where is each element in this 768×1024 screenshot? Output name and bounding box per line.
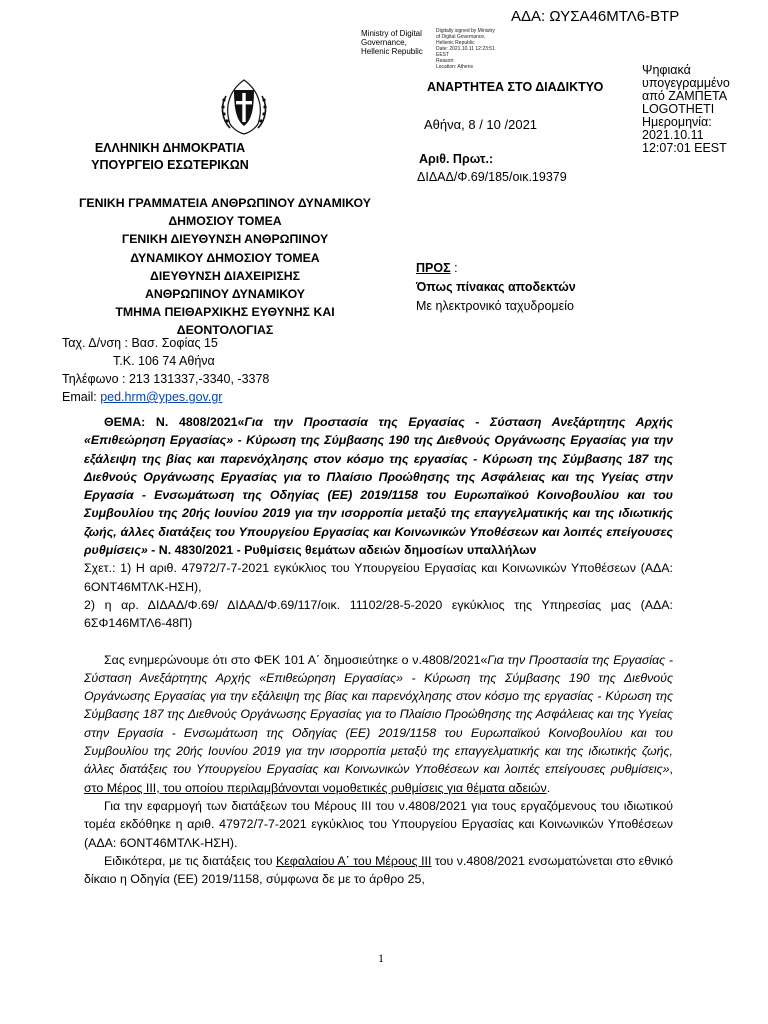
department-block xyxy=(60,194,390,340)
subject-paragraph xyxy=(84,413,673,559)
signature-right xyxy=(642,64,757,155)
contact-block xyxy=(62,334,302,406)
body-paragraph-1 xyxy=(84,651,673,797)
p1-separator: , xyxy=(669,762,673,777)
email-link[interactable]: ped.hrm@ypes.gov.gr xyxy=(100,390,223,404)
p3-start: Ειδικότερα, με τις διατάξεις του xyxy=(104,853,276,868)
contact-phone: Τηλέφωνο : 213 131337,-3340, -3378 xyxy=(62,372,270,386)
p1-end: . xyxy=(546,780,551,795)
contact-email-row xyxy=(62,388,302,406)
signature-right-line: υπογεγραμμένο xyxy=(642,76,730,90)
signature-right-line: Ψηφιακά xyxy=(642,63,691,77)
posting-notice: ΑΝΑΡΤΗΤΕΑ ΣΤΟ ΔΙΑΔΙΚΤΥΟ xyxy=(427,80,604,94)
ada-code: ΑΔΑ: ΩΥΣΑ46ΜΤΛ6-ΒΤΡ xyxy=(511,8,680,25)
contact-address: Ταχ. Δ/νση : Βασ. Σοφίας 15 xyxy=(62,336,218,350)
p1-underlined: στο Μέρος ΙΙΙ, του οποίου περιλαμβάνονται νομοθετικές ρυθμίσεις για θέματα αδειών xyxy=(84,780,547,795)
signature-right-line: 2021.10.11 xyxy=(642,128,704,142)
department-line: ΑΝΘΡΩΠΙΝΟΥ ΔΥΝΑΜΙΚΟΥ xyxy=(144,287,306,302)
contact-postal: Τ.Κ. 106 74 Αθήνα xyxy=(113,354,215,368)
subject-title: Για την Προστασία της Εργασίας - Σύσταση Ανεξάρτητης Αρχής «Επιθεώρηση Εργασίας» - Κύρωση της Σύμβασης 190 της Διεθνούς Οργάνωσης Εργασίας για την εξάλειψη της βίας και παρενόχλησης στον κόσμο της εργασίας - Κύρωση της Σύμβασης 187 της Διεθνούς Οργάνωσης Εργασίας για το Πλαίσιο Προώθησης της Ασφάλειας και της Υγείας στην Εργασία - Ενσωμάτωση της Οδηγίας (ΕΕ) 2019/1158 του Ευρωπαϊκού Κοινοβουλίου και του Συμβουλίου της 20ής Ιουνίου 2019 για την ισορροπία μεταξύ της επαγγελματικής και της ιδιωτικής ζωής, άλλες διατάξεις του Υπουργείου Εργασίας και Κοινωνικών Υποθέσεων και λοιπές επείγουσες ρυθμίσεις» xyxy=(84,415,673,558)
reference-2: 2) η αρ. ΔΙΔΑΔ/Φ.69/ ΔΙΔΑΔ/Φ.69/117/οικ. 11102/28-5-2020 εγκύκλιος της Υπηρεσίας μας (ΑΔΑ: 6ΣΦ146ΜΤΛ6-48Π) xyxy=(84,597,673,631)
department-line: ΓΕΝΙΚΗ ΓΡΑΜΜΑΤΕΙΑ ΑΝΘΡΩΠΙΝΟΥ ΔΥΝΑΜΙΚΟΥ xyxy=(79,196,371,210)
ministry-header xyxy=(60,140,280,174)
signature-detail-line: Date: 2021.10.11 12:23:51 xyxy=(436,46,495,52)
signature-org-line: Ministry of Digital xyxy=(361,29,422,38)
protocol-label: Αριθ. Πρωτ.: xyxy=(419,152,494,166)
ministry-title: ΥΠΟΥΡΓΕΙΟ ΕΣΩΤΕΡΙΚΩΝ xyxy=(91,158,249,172)
p3-underlined: Κεφαλαίου Α΄ του Μέρους ΙΙΙ xyxy=(276,853,432,868)
signature-org-line: Hellenic Republic xyxy=(361,47,423,56)
department-line: ΤΜΗΜΑ ΠΕΙΘΑΡΧΙΚΗΣ ΕΥΘΥΝΗΣ ΚΑΙ xyxy=(115,305,335,320)
republic-title: ΕΛΛΗΝΙΚΗ ΔΗΜΟΚΡΑΤΙΑ xyxy=(94,141,246,155)
body-paragraph-3 xyxy=(84,852,673,889)
p1-law-title: Για την Προστασία της Εργασίας - Σύσταση Ανεξάρτητης Αρχής «Επιθεώρηση Εργασίας» - Κύρωση της Σύμβασης 190 της Διεθνούς Οργάνωσης Εργασίας για την εξάλειψη της βίας και παρενόχλησης στον κόσμο της εργασίας - Κύρωση της Σύμβασης 187 της Διεθνούς Οργάνωσης Εργασίας για το Πλαίσιο Προώθησης της Ασφάλειας και της Υγείας στην Εργασία - Ενσωμάτωση της Οδηγίας (ΕΕ) 2019/1158 του Ευρωπαϊκού Κοινοβουλίου και του Συμβουλίου της 20ής Ιουνίου 2019 για την ισορροπία μεταξύ της επαγγελματικής και της ιδιωτικής ζωής, άλλες διατάξεις του Υπουργείου Εργασίας και Κοινωνικών Υποθέσεων και λοιπές επείγουσες ρυθμίσεις» xyxy=(84,652,673,777)
signature-detail-line: Hellenic Republic xyxy=(436,40,475,46)
page-number: 1 xyxy=(378,951,384,965)
recipients-label: ΠΡΟΣ xyxy=(416,261,451,275)
document-body xyxy=(84,413,673,888)
signature-details xyxy=(436,28,511,70)
signature-org xyxy=(361,29,441,56)
subject-tail: - Ν. 4830/2021 - Ρυθμίσεις θεμάτων αδειών δημοσίων υπαλλήλων xyxy=(147,543,537,558)
signature-detail-line: of Digital Governance, xyxy=(436,34,486,40)
signature-right-line: LOGOTHETI xyxy=(642,102,715,116)
department-line: ΔΕΟΝΤΟΛΟΓΙΑΣ xyxy=(176,323,274,338)
department-line: ΔΗΜΟΣΙΟΥ ΤΟΜΕΑ xyxy=(168,214,282,229)
p3-end: του ν.4808/2021 ενσωματώνεται στο εθνικό δίκαιο η Οδηγία (ΕΕ) 2019/1158, σύμφωνα δε με το άρθρο 25, xyxy=(84,853,673,887)
p1-start: Σας ενημερώνουμε ότι στο ΦΕΚ 101 Α΄ δημοσιεύτηκε ο ν.4808/2021« xyxy=(104,652,488,667)
recipients-colon: : xyxy=(450,261,458,275)
recipients-line: Όπως πίνακας αποδεκτών xyxy=(416,280,576,294)
signature-right-line: 12:07:01 EEST xyxy=(642,141,727,155)
signature-detail-line: Reason: xyxy=(436,58,455,64)
signature-right-line: από ΖΑΜΠΕΤΑ xyxy=(642,89,728,103)
signature-org-line: Governance, xyxy=(361,38,407,47)
department-line: ΔΙΕΥΘΥΝΣΗ ΔΙΑΧΕΙΡΙΣΗΣ xyxy=(150,268,300,283)
email-label: Email: xyxy=(62,390,101,404)
reference-1: Σχετ.: 1) Η αριθ. 47972/7-7-2021 εγκύκλιος του Υπουργείου Εργασίας και Κοινωνικών Υποθέσεων (ΑΔΑ: 6ΟΝΤ46ΜΤΛΚ-ΗΣΗ), xyxy=(84,561,673,594)
signature-detail-line: EEST xyxy=(436,52,450,58)
signature-detail-line: Digitally signed by Ministry xyxy=(436,28,495,34)
department-line: ΓΕΝΙΚΗ ΔΙΕΥΘΥΝΣΗ ΑΝΘΡΩΠΙΝΟΥ xyxy=(121,232,329,247)
recipients-block xyxy=(416,259,576,316)
body-paragraph-2: Για την εφαρμογή των διατάξεων του Μέρους ΙΙΙ του ν.4808/2021 για τους εργαζόμενους του ιδιωτικού τομέα εκδόθηκε η αριθ. 47972/7-7-2021 εγκύκλιος του Υπουργείου Εργασίας και Κοινωνικών Υποθέσεων (ΑΔΑ: 6ΟΝΤ46ΜΤΛΚ-ΗΣΗ). xyxy=(84,798,673,850)
department-line: ΔΥΝΑΜΙΚΟΥ ΔΗΜΟΣΙΟΥ ΤΟΜΕΑ xyxy=(130,250,320,265)
recipients-delivery: Με ηλεκτρονικό ταχυδρομείο xyxy=(416,299,574,313)
greek-emblem-icon xyxy=(216,76,272,136)
document-date: Αθήνα, 8 / 10 /2021 xyxy=(424,117,538,132)
signature-right-line: Ημερομηνία: xyxy=(642,115,712,129)
protocol-number: ΔΙΔΑΔ/Φ.69/185/οικ.19379 xyxy=(417,170,567,184)
subject-label: ΘΕΜΑ: Ν. 4808/2021« xyxy=(104,415,245,429)
signature-detail-line: Location: Athens xyxy=(436,64,473,70)
